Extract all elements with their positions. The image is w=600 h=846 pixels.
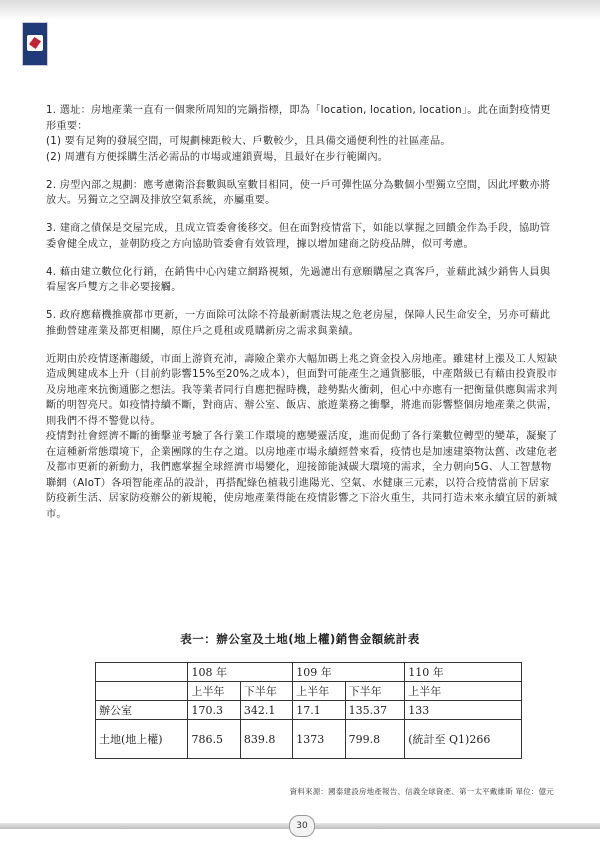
half-header: 上半年 xyxy=(405,682,522,701)
table-corner-cell xyxy=(96,663,188,682)
table-cell: (統計至 Q1)266 xyxy=(405,720,522,759)
table-row xyxy=(96,720,522,759)
table-cell: 786.5 xyxy=(188,720,240,759)
table-cell: 17.1 xyxy=(293,701,345,720)
year-header: 109 年 xyxy=(293,663,405,682)
table-corner-cell xyxy=(96,682,188,701)
table-header-halves xyxy=(96,682,522,701)
half-header: 下半年 xyxy=(240,682,292,701)
table-cell: 170.3 xyxy=(188,701,240,720)
paragraph-digital-marketing: 4. 藉由建立數位化行銷，在銷售中心內建立網路視頻，先過濾出有意願購屋之真客戶，並藉此減少銷售人員與看屋客戶雙方之非必要接觸。 xyxy=(46,266,551,293)
paragraph-market-outlook: 近期由於疫情逐漸趨緩，市面上游資充沛，壽險企業亦大幅加碼上兆之資金投入房地產。雖建材上漲及工人短缺造成興建成本上升（目前約影響15%至20%之成本），但面對可能產生之通貨膨脹，中產階級已有藉由投資股市及房地產來抗衡通膨之想法。我等業者同行自應把握時機，趁勢點火衝刺，但心中亦應有一把衡量供應與需求判斷的明智亮尺。如疫情持續不斷，對商店、辦公室、飯店、旅遊業務之衝擊，將進而影響整個房地產業之供需，則我們不得不警覺以待。 xyxy=(46,353,558,427)
table-cell: 135.37 xyxy=(345,701,405,720)
page-number: 30 xyxy=(289,815,315,837)
sales-statistics-table xyxy=(95,662,522,759)
table-cell: 342.1 xyxy=(240,701,292,720)
article-body xyxy=(46,103,558,522)
table-cell: 839.8 xyxy=(240,720,292,759)
table-header-years xyxy=(96,663,522,682)
paragraph-management: 3. 建商之債保是交屋完成，且成立管委會後移交。但在面對疫情當下，如能以掌握之回饋金作為手段，協助管委會健全成立，並朝防疫之方向協助管委會有效管理，據以增加建商之防疫品牌，似可考慮。 xyxy=(46,223,551,250)
table-cell: 799.8 xyxy=(345,720,405,759)
top-band xyxy=(0,0,600,20)
paragraph-location-item-2: (2) 周遭有方便採購生活必需品的市場或連鎖賣場，且最好在步行範圍內。 xyxy=(46,151,389,163)
table-cell: 133 xyxy=(405,701,522,720)
table-cell: 1373 xyxy=(293,720,345,759)
publisher-logo xyxy=(22,22,48,66)
year-header: 110 年 xyxy=(405,663,522,682)
half-header: 上半年 xyxy=(293,682,345,701)
table-row xyxy=(96,701,522,720)
paragraph-floor-plan: 2. 房型內部之規劃：應考慮衛浴套數與臥室數目相同，使一戶可彈性區分為數個小型獨立空間，因此坪數亦將放大。另獨立之空調及排放空氣系統，亦屬重要。 xyxy=(46,179,551,206)
table-caption: 表一：辦公室及土地(地上權)銷售金額統計表 xyxy=(180,632,420,646)
year-header: 108 年 xyxy=(188,663,293,682)
row-label: 土地(地上權) xyxy=(96,720,188,759)
source-note: 資料來源：國泰建設房地產報告、信義全球資產、第一太平戴維斯 單位：億元 xyxy=(289,787,554,796)
paragraph-location-item-1: (1) 要有足夠的發展空間，可規劃棟距較大、戶數較少，且具備交通便利性的社區產品。 xyxy=(46,136,451,147)
half-header: 下半年 xyxy=(345,682,405,701)
paragraph-urban-renewal: 5. 政府應藉機推廣都市更新，一方面除可汰除不符最新耐震法規之危老房屋，保障人民生命安全，另亦可藉此推動營建產業及都更相關，原住戶之覓租或覓購新房之需求與業績。 xyxy=(46,310,551,337)
paragraph-digital-transformation: 疫情對社會經濟不斷的衝擊並考驗了各行業工作環境的應變靈活度，進而促動了各行業數位轉型的變革，凝聚了在這種新常態環境下，企業團隊的生存之道。以房地產市場永續經營來看，疫情也是加速建築物汰舊、改建危老及都市更新的新動力，我們應掌握全球經濟市場變化，迎接節能減碳大環境的需求，全力朝向5G、人工智慧物聯網（AIoT）各項智能產品的設計，再搭配綠色植栽引進陽光、空氣、水健康三元素，以符合疫情當前下居家防疫新生活、居家防疫辦公的新規範，使房地產業得能在疫情影響之下浴火重生，共同打造未來永續宜居的新城市。 xyxy=(46,431,558,520)
row-label: 辦公室 xyxy=(96,701,188,720)
paragraph-location: 1. 選址：房地產業一直有一個衆所周知的完鍋指標，即為「location, location, location」。此在面對疫情更形重要： xyxy=(46,105,551,132)
half-header: 上半年 xyxy=(188,682,240,701)
